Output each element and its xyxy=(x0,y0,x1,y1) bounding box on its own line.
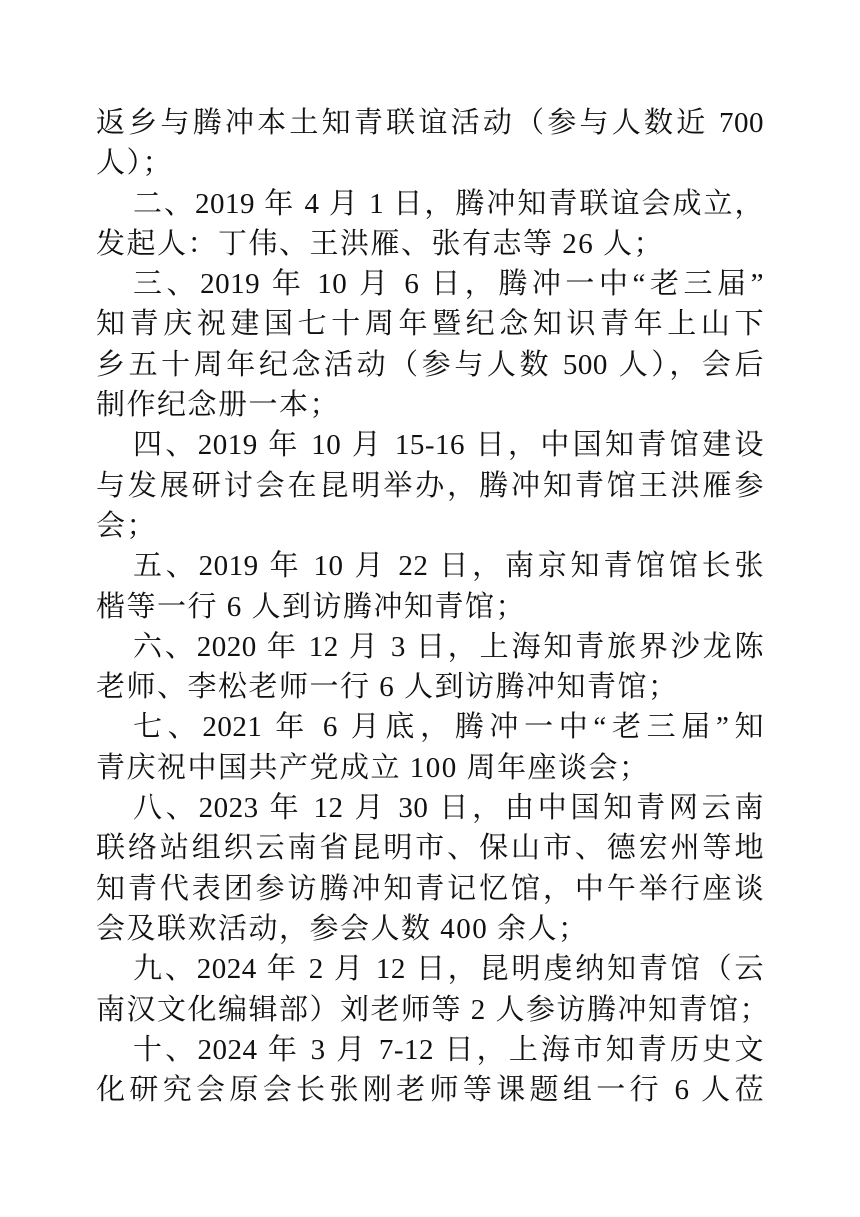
text-line: 楷等一行 6 人到访腾冲知青馆； xyxy=(96,590,527,623)
text-line: 南汉文化编辑部）刘老师等 2 人参访腾冲知青馆； xyxy=(96,993,771,1026)
text-line: 五、2019 年 10 月 22 日，南京知青馆馆长张 xyxy=(133,550,764,583)
text-line: 化研究会原会长张刚老师等课题组一行 6 人莅 xyxy=(96,1074,764,1107)
text-line: 三、2019 年 10 月 6 日，腾冲一中“老三届” xyxy=(133,268,764,301)
text-line: 知青代表团参访腾冲知青记忆馆，中午举行座谈 xyxy=(96,872,764,905)
text-line: 十、2024 年 3 月 7-12 日，上海市知青历史文 xyxy=(133,1033,764,1066)
text-line: 返乡与腾冲本土知青联谊活动（参与人数近 700 xyxy=(96,107,764,139)
text-line: 二、2019 年 4 月 1 日，腾冲知青联谊会成立， xyxy=(133,187,764,220)
paragraph xyxy=(96,425,764,546)
paragraph xyxy=(96,184,764,265)
paragraph xyxy=(96,627,764,708)
text-line: 六、2020 年 12 月 3 日，上海知青旅界沙龙陈 xyxy=(133,630,764,663)
paragraph xyxy=(96,788,764,949)
text-line: 七、2021 年 6 月底，腾冲一中“老三届”知 xyxy=(133,711,764,744)
text-line: 发起人：丁伟、王洪雁、张有志等 26 人； xyxy=(96,227,665,260)
text-line: 人）； xyxy=(96,147,174,180)
text-block xyxy=(96,103,771,1110)
text-line: 四、2019 年 10 月 15-16 日，中国知青馆建设 xyxy=(133,429,764,462)
text-line: 九、2024 年 2 月 12 日，昆明虔纳知青馆（云 xyxy=(133,953,764,986)
paragraph xyxy=(96,707,764,788)
text-line: 八、2023 年 12 月 30 日，由中国知青网云南 xyxy=(133,792,764,825)
text-line: 联络站组织云南省昆明市、保山市、德宏州等地 xyxy=(96,832,764,865)
text-line: 青庆祝中国共产党成立 100 周年座谈会； xyxy=(96,751,650,784)
paragraph xyxy=(96,1030,764,1111)
text-line: 制作纪念册一本； xyxy=(96,389,341,422)
text-line: 老师、李松老师一行 6 人到访腾冲知青馆； xyxy=(96,671,679,704)
text-line: 知青庆祝建国七十周年暨纪念知识青年上山下 xyxy=(96,308,764,341)
paragraph xyxy=(96,949,771,1030)
text-line: 会； xyxy=(96,509,158,542)
paragraph xyxy=(96,103,764,184)
text-line: 与发展研讨会在昆明举办，腾冲知青馆王洪雁参 xyxy=(96,469,764,502)
paragraph xyxy=(96,546,764,627)
paragraph xyxy=(96,264,764,425)
text-line: 会及联欢活动，参会人数 400 余人； xyxy=(96,912,589,945)
text-line: 乡五十周年纪念活动（参与人数 500 人），会后 xyxy=(96,348,764,381)
